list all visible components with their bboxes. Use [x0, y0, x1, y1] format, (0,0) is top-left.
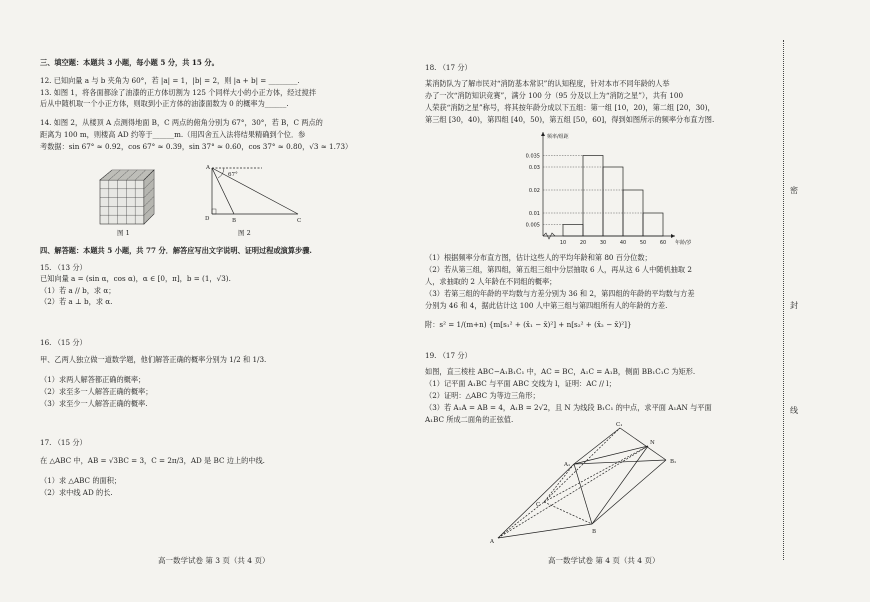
binding-mark-3: 线 — [790, 406, 798, 415]
figure-1-cube — [98, 168, 158, 226]
page-3-text-line: 三、填空题：本题共 3 小题，每小题 5 分，共 15 分。 — [40, 58, 219, 67]
page-4-footer: 高一数学试卷 第 4 页（共 4 页） — [548, 556, 660, 565]
page-3 — [40, 50, 405, 590]
page-3-text-line: 17. （15 分） — [40, 438, 87, 447]
prism-point-n: N — [650, 440, 655, 446]
figure-1-label: 图 1 — [117, 229, 130, 237]
fig2-point-c: C — [297, 218, 302, 224]
binding-dotted-line — [783, 40, 784, 560]
page-3-text-line: 14. 如图 2，从楼顶 A 点测得地面 B，C 两点的俯角分别为 67°，30°，若 B，C 两点的 — [40, 118, 323, 127]
histogram-bar — [583, 156, 603, 237]
page-4-text-line: 办了一次“消防知识竞赛”，满分 100 分（95 分及以上为“消防之星”），共有 100 — [425, 91, 684, 100]
page-4-text-line: 第三组 [30，40)，第四组 [40，50)，第五组 [50，60]，得到如图所示的频率分布直方图. — [425, 115, 715, 124]
binding-mark-1: 密 — [790, 186, 798, 195]
page-4-text-line: 人荣获“消防之星”称号，将其按年龄分成以下五组：第一组 [10，20)，第二组 [20，30)， — [425, 103, 715, 112]
page-4-text-line: 人，求抽取的 2 人年龄在不同组的概率； — [425, 277, 557, 286]
binding-mark-2: 封 — [790, 301, 798, 310]
page-4-text-line: 分别为 46 和 4，据此估计这 100 人中第三组与第四组所有人的年龄的方差. — [425, 301, 668, 310]
page-3-text-line: 考数据：sin 67° ≈ 0.92，cos 67° ≈ 0.39，sin 37° ≈ 0.60，cos 37° ≈ 0.80，√3 ≈ 1.73） — [40, 142, 353, 151]
page-3-text-line: （3）求至少一人解答正确的概率. — [40, 399, 148, 408]
fig2-point-d: D — [205, 216, 210, 222]
y-axis-arrow — [541, 132, 545, 136]
page-4-text-line: 19. （17 分） — [425, 351, 472, 360]
page-4-text-line: A₁BC 所成二面角的正弦值. — [425, 415, 514, 424]
x-tick-label: 40 — [619, 240, 627, 246]
page-3-text-line: （2）求至多一人解答正确的概率； — [40, 387, 153, 396]
y-tick-label: 0.035 — [525, 153, 540, 160]
x-tick-label: 10 — [559, 240, 567, 246]
page-4-text-line: （1）根据频率分布直方图，估计这些人的平均年龄和第 80 百分位数； — [425, 253, 652, 262]
page-3-text-line: 后从中随机取一个小正方体，则取到小正方体的油漆面数为 0 的概率为______. — [40, 99, 289, 108]
page-4-text-line: 如图，直三棱柱 ABC−A₁B₁C₁ 中，AC = BC，A₁C = A₁B，侧面 BB₁C₁C 为矩形. — [425, 367, 696, 376]
figure-2-label: 图 2 — [238, 229, 251, 237]
prism-point-b1: B₁ — [670, 459, 677, 465]
histogram-bar — [603, 167, 623, 236]
page-4-text-line: （1）记平面 A₁BC 与平面 ABC 交线为 l，证明：AC // l； — [425, 379, 616, 388]
page-4-text-line: （2）若从第三组，第四组，第五组三组中分层抽取 6 人，再从这 6 人中随机抽取 2 — [425, 265, 692, 274]
page-3-text-line: 甲、乙两人独立做一道数学题，他们解答正确的概率分别为 1/2 和 1/3. — [40, 355, 267, 364]
fig2-point-b: B — [232, 218, 237, 224]
x-tick-label: 50 — [639, 240, 647, 246]
page-3-text-line: 12. 已知向量 a 与 b 夹角为 60°，若 |a| = 1，|b| = 2，则 |a + b| = ________. — [40, 76, 300, 85]
prism-point-c: C — [536, 502, 541, 508]
x-axis-arrow — [671, 234, 675, 238]
y-axis-label: 频率/组距 — [547, 134, 569, 140]
prism-point-a1: A₁ — [564, 462, 571, 468]
prism-point-a: A — [490, 539, 494, 545]
histogram-bar — [643, 213, 663, 236]
x-tick-label: 20 — [579, 240, 587, 246]
x-tick-label: 60 — [659, 240, 667, 246]
page-4-text-line: （3）若第三组的年龄的平均数与方差分别为 36 和 2，第四组的年龄的平均数与方差 — [425, 289, 695, 298]
page-3-text-line: 距离为 100 m，则楼高 AD 约等于______m.（用四舍五入法将结果精确到个位．参 — [40, 130, 306, 139]
y-tick-label: 0.01 — [528, 210, 540, 217]
page-3-text-line: 四、解答题：本题共 5 小题，共 77 分．解答应写出文字说明、证明过程或演算步骤. — [40, 246, 312, 255]
page-3-text-line: （1）求两人解答都正确的概率； — [40, 375, 146, 384]
page-4-text-line: 18. （17 分） — [425, 63, 472, 72]
fig2-angle: 67° — [228, 172, 238, 178]
prism-point-b: B — [592, 529, 597, 535]
page-3-text-line: 已知向量 a = (sin α，cos α)，α ∈ [0，π]，b = (1，√3). — [40, 274, 231, 283]
figure-2-triangle — [202, 162, 312, 224]
prism-point-c1: C₁ — [616, 422, 623, 428]
page-3-text-line: （1）若 a // b，求 α； — [40, 286, 116, 295]
histogram-bar — [563, 225, 583, 237]
page-4-text-line: 附：s² = 1/(m+n) {m[s₁² + (x̄₁ − x̄)²] + n[s₂² + (x̄₂ − x̄)²]} — [425, 320, 632, 329]
page-3-text-line: 在 △ABC 中，AB = √3BC = 3，C = 2π/3，AD 是 BC 边上的中线. — [40, 456, 265, 465]
x-axis-label: 年龄/岁 — [675, 240, 692, 246]
page-4-text-line: （3）若 A₁A = AB = 4，A₁B = 2√2，且 N 为线段 B₁C₁ 的中点，求平面 A₁AN 与平面 — [425, 403, 712, 412]
page-4-text-line: 某消防队为了解市民对“消防基本常识”的认知程度，针对本市不同年龄的人举 — [425, 79, 670, 88]
page-4-text-line: （2）证明：△ABC 为等边三角形； — [425, 391, 540, 400]
page-3-text-line: 15. （13 分） — [40, 263, 87, 272]
figure-prism — [488, 420, 708, 545]
y-tick-label: 0.02 — [528, 187, 540, 194]
y-tick-label: 0.005 — [525, 222, 540, 229]
page-3-footer: 高一数学试卷 第 3 页（共 4 页） — [158, 556, 270, 565]
page-3-text-line: （2）求中线 AD 的长. — [40, 488, 113, 497]
page-3-text-line: 16. （15 分） — [40, 338, 87, 347]
x-tick-label: 30 — [599, 240, 607, 246]
page-3-text-line: 13. 如图 1，将各面都涂了油漆的正方体切割为 125 个同样大小的小正方体，经过搅拌 — [40, 88, 317, 97]
page-3-text-line: （1）求 △ABC 的面积； — [40, 476, 122, 485]
frequency-histogram — [505, 128, 695, 248]
page-3-text-line: （2）若 a ⊥ b，求 α. — [40, 297, 113, 306]
fig2-point-a: A — [206, 165, 210, 171]
y-tick-label: 0.03 — [528, 164, 540, 171]
